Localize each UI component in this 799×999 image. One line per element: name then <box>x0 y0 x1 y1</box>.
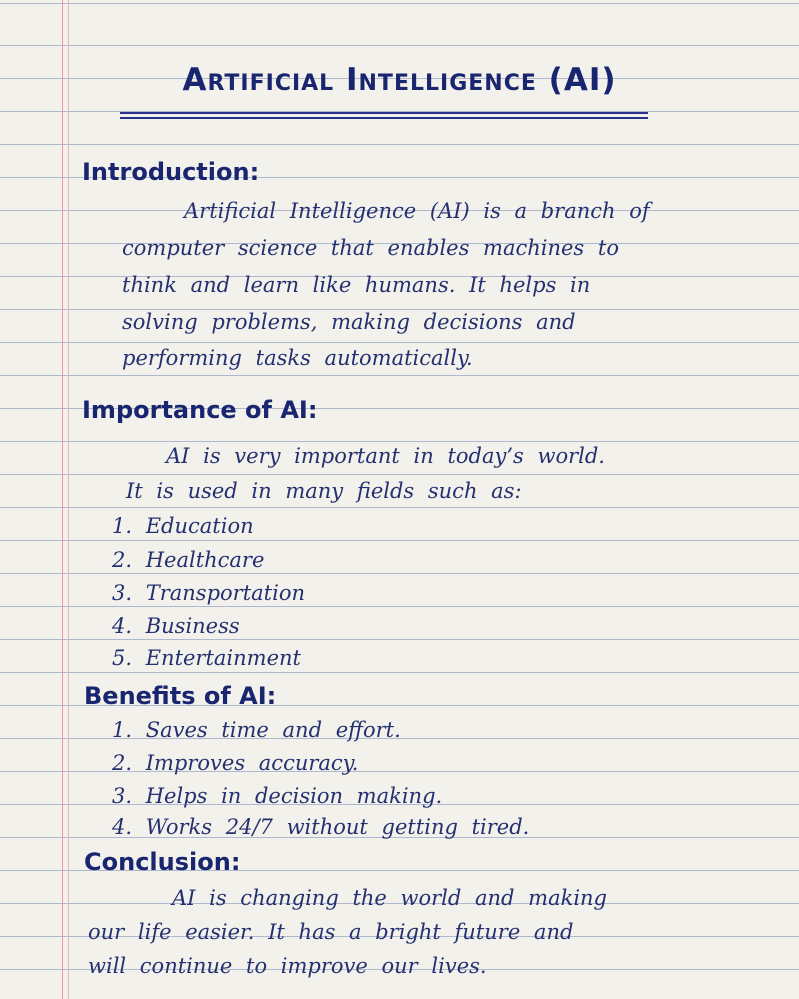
list-item: 4. Business <box>112 614 240 638</box>
list-item: 5. Entertainment <box>112 646 301 670</box>
benefits-heading: Benefits of AI: <box>84 682 277 710</box>
conclusion-line: will continue to improve our lives. <box>88 954 487 978</box>
list-item: 2. Healthcare <box>112 548 265 572</box>
importance-heading: Importance of AI: <box>82 396 318 424</box>
list-item: 1. Education <box>112 514 254 538</box>
margin-line <box>68 0 69 999</box>
introduction-line: think and learn like humans. It helps in <box>122 273 591 297</box>
introduction-line: computer science that enables machines to <box>122 236 619 260</box>
introduction-line: performing tasks automatically. <box>122 346 473 370</box>
list-item: 3. Helps in decision making. <box>112 784 443 808</box>
conclusion-line: our life easier. It has a bright future and <box>88 920 574 944</box>
importance-line: It is used in many fields such as: <box>126 479 522 503</box>
margin-line <box>62 0 63 999</box>
introduction-line: solving problems, making decisions and <box>122 310 576 334</box>
conclusion-line: AI is changing the world and making <box>172 886 608 910</box>
introduction-heading: Introduction: <box>82 158 260 186</box>
list-item: 4. Works 24/7 without getting tired. <box>112 815 530 839</box>
introduction-line: Artificial Intelligence (AI) is a branch of <box>184 199 650 223</box>
page-title: Artificial Intelligence (AI) <box>182 62 617 98</box>
list-item: 3. Transportation <box>112 581 305 605</box>
title-underline <box>120 112 648 114</box>
title-underline <box>120 117 648 119</box>
importance-line: AI is very important in today’s world. <box>166 444 605 468</box>
list-item: 2. Improves accuracy. <box>112 751 359 775</box>
list-item: 1. Saves time and effort. <box>112 718 401 742</box>
conclusion-heading: Conclusion: <box>84 848 241 876</box>
